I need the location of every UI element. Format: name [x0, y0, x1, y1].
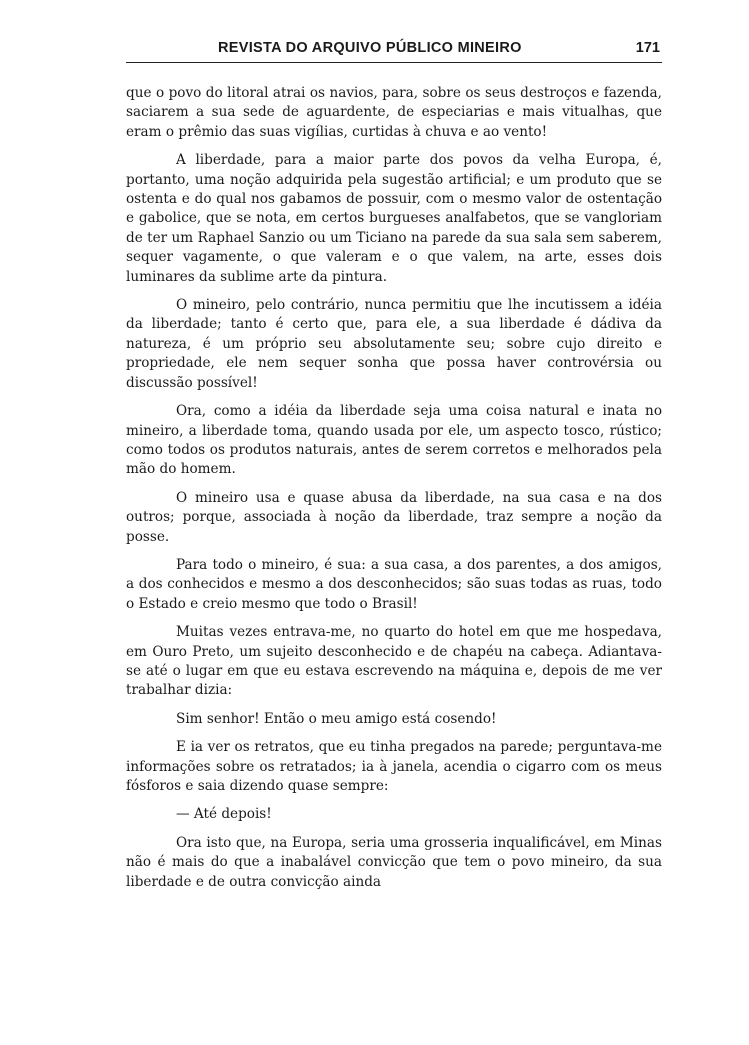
paragraph: Para todo o mineiro, é sua: a sua casa, a dos parentes, a dos amigos, a dos conhecidos e mesmo a dos desconhecidos; são suas todas as ruas, todo o Estado e creio mesmo que todo o Brasil!	[126, 556, 662, 612]
paragraph: Ora, como a idéia da liberdade seja uma coisa natural e inata no mineiro, a liberdade toma, quando usada por ele, um aspecto tosco, rústico; como todos os produtos naturais, antes de serem corretos e melhorados pela mão do homem.	[126, 403, 662, 478]
paragraph: A liberdade, para a maior parte dos povos da velha Europa, é, portanto, uma noção adquirida pela sugestão artificial; e um produto que se ostenta e do qual nos gabamos de possuir, com o mesmo valor de ostentação e gabolice, que se nota, em certos burgueses analfabetos, que se vangloriam de ter um Raphael Sanzio ou um Ticiano na parede da sua sala sem saberem, sequer vagamente, o que valeram e o que valem, na arte, esses dois luminares da sublime arte da pintura.	[126, 152, 662, 285]
body-text	[126, 84, 662, 901]
page-number: 171	[635, 40, 660, 56]
paragraph: O mineiro, pelo contrário, nunca permitiu que lhe incutissem a idéia da liberdade; tanto é certo que, para ele, a sua liberdade é dádiva da natureza, é um próprio seu absolutamente seu; sobre cujo direito e propriedade, ele nem sequer sonha que possa haver controvérsia ou discussão possível!	[126, 297, 662, 391]
paragraph: O mineiro usa e quase abusa da liberdade, na sua casa e na dos outros; porque, associada à noção da liberdade, traz sempre a noção da posse.	[126, 489, 662, 545]
running-title: REVISTA DO ARQUIVO PÚBLICO MINEIRO	[218, 40, 522, 56]
paragraph: — Até depois!	[176, 806, 272, 823]
paragraph: que o povo do litoral atrai os navios, para, sobre os seus destroços e fazenda, saciarem a sua sede de aguardente, de especiarias e mais vitualhas, que eram o prêmio das suas vigílias, curtidas à chuva e ao vento!	[126, 85, 662, 140]
paragraph: Muitas vezes entrava-me, no quarto do hotel em que me hospedava, em Ouro Preto, um sujeito desconhecido e de chapéu na cabeça. Adiantava-se até o lugar em que eu estava escrevendo na máquina e, depois de me ver trabalhar dizia:	[126, 624, 662, 699]
paragraph: E ia ver os retratos, que eu tinha pregados na parede; perguntava-me informações sobre os retratados; ia à janela, acendia o cigarro com os meus fósforos e saia dizendo quase sempre:	[126, 739, 662, 794]
page-header	[126, 38, 662, 63]
paragraph: Sim senhor! Então o meu amigo está cosendo!	[176, 710, 497, 727]
paragraph: Ora isto que, na Europa, seria uma grosseria inqualificável, em Minas não é mais do que a inabalável convicção que tem o povo mineiro, da sua liberdade e de outra convicção ainda	[126, 834, 662, 890]
